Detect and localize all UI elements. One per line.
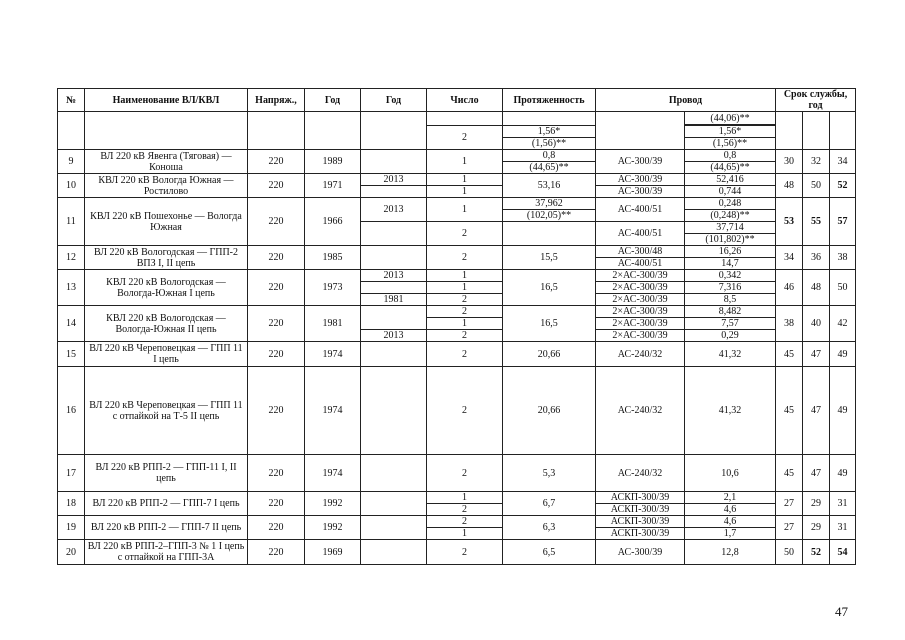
table-row: 12 ВЛ 220 кВ Вологодская — ГПП-2 ВПЗ I, II цепь 220 1985 2 15,5 АС-300/48 16,26 34 36 38 bbox=[58, 246, 856, 258]
col-length: Протяженность bbox=[503, 89, 596, 112]
table-row: 18 ВЛ 220 кВ РПП-2 — ГПП-7 I цепь 220 1992 1 6,7 АСКП-300/39 2,1 27 29 31 bbox=[58, 492, 856, 504]
table-row: 10 КВЛ 220 кВ Вологда Южная — Ростилово 220 1971 2013 1 53,16 АС-300/39 52,416 48 50 52 bbox=[58, 174, 856, 186]
table-row: 16 ВЛ 220 кВ Череповецкая — ГПП 11 с отпайкой на Т-5 II цепь 220 1974 2 20,66 АС-240/32 41,32 45 47 49 bbox=[58, 367, 856, 455]
table-row: 14 КВЛ 220 кВ Вологодская — Вологда-Южная II цепь 220 1981 2 16,5 2×АС-300/39 8,482 38 40 42 bbox=[58, 306, 856, 318]
col-year: Год bbox=[305, 89, 361, 112]
table-row: 17 ВЛ 220 кВ РПП-2 — ГПП-11 I, II цепь 220 1974 2 5,3 АС-240/32 10,6 45 47 49 bbox=[58, 455, 856, 492]
col-wire: Провод bbox=[596, 89, 776, 112]
table-row: 11 КВЛ 220 кВ Пошехонье — Вологда Южная 220 1966 2013 1 37,962 АС-400/51 0,248 53 55 57 bbox=[58, 198, 856, 210]
table-row: 9 ВЛ 220 кВ Явенга (Тяговая) — Коноша 220 1989 1 0,8 АС-300/39 0,8 30 32 34 bbox=[58, 150, 856, 162]
col-voltage: Напряж., bbox=[248, 89, 305, 112]
power-lines-table: № Наименование ВЛ/КВЛ Напряж., Год Год Число Протяженность Провод Срок службы, год (44,06)** 2 1,56* 1,56* (1,56)** (1,56)** 9 ВЛ 220 кВ Явенга (Тяговая) — Коноша 220 1989 1 0,8 АС-300/39 0,8 30 32 34 (44,65)** (44,65)** 10 КВЛ 220 кВ Вологда Южная — Ростилово 220 1971 2013 1 53,16 АС-300/39 52,416 48 50 52 1 АС-300/39 0,744 11 КВЛ 220 кВ Пошехонье — Вологда Южная 220 1966 2013 1 37,962 АС-400/51 0,248 53 55 57 (102,05)** (0,248)** 2 АС-400/51 37,714 (101,802)** 12 ВЛ 220 кВ Вологодская — ГПП-2 ВПЗ I, II цепь 220 1985 2 15,5 АС-300/48 16,26 34 36 38 АС-400/51 14,7 13 КВЛ 220 кВ Вологодская — Вологда-Южная I цепь 220 1973 2013 1 16,5 2×АС-300/39 0,342 46 48 50 1 2×АС-300/39 7,316 1981 2 2×АС-300/39 8,5 14 КВЛ 220 кВ Вологодская — Вологда-Южная II цепь 220 1981 2 16,5 2×АС-300/39 8,482 38 40 42 1 2×АС-300/39 7,57 2013 2 2×АС-300/39 0,29 15 ВЛ 220 кВ Череповецкая — ГПП 11 I цепь 220 1974 2 20,66 АС-240/32 41,32 45 47 49 16 ВЛ 220 кВ Череповецкая — ГПП 11 с отпайкой на Т-5 II цепь 220 1974 2 20,66 АС-240/32 41,32 45 47 49 17 ВЛ 220 кВ РПП-2 — ГПП-11 I, II цепь 220 1974 2 5,3 АС-240/32 10,6 45 47 49 18 ВЛ 220 кВ РПП-2 — ГПП-7 I цепь 220 1992 1 6,7 АСКП-300/39 2,1 27 29 31 2 АСКП-300/39 4,6 19 ВЛ 220 кВ РПП-2 — ГПП-7 II цепь 220 1992 2 6,3 АСКП-300/39 4,6 27 29 31 1 АСКП-300/39 1,7 20 ВЛ 220 кВ РПП-2–ГПП-3 № 1 I цепь с отпайкой на ГПП-3А 220 1969 2 6,5 АС-300/39 12,8 50 52 54 bbox=[57, 88, 856, 565]
page-number: 47 bbox=[835, 604, 848, 619]
header-row bbox=[58, 89, 856, 112]
table-row: 20 ВЛ 220 кВ РПП-2–ГПП-3 № 1 I цепь с отпайкой на ГПП-3А 220 1969 2 6,5 АС-300/39 12,8 50 52 54 bbox=[58, 540, 856, 565]
table-row: 13 КВЛ 220 кВ Вологодская — Вологда-Южная I цепь 220 1973 2013 1 16,5 2×АС-300/39 0,342 46 48 50 bbox=[58, 270, 856, 282]
col-service-life: Срок службы, год bbox=[776, 89, 856, 112]
table-row: (44,06)** bbox=[58, 112, 856, 125]
col-name: Наименование ВЛ/КВЛ bbox=[85, 89, 248, 112]
col-number: № bbox=[58, 89, 85, 112]
table-row: 15 ВЛ 220 кВ Череповецкая — ГПП 11 I цепь 220 1974 2 20,66 АС-240/32 41,32 45 47 49 bbox=[58, 342, 856, 367]
col-rebuild-year: Год bbox=[361, 89, 427, 112]
table-row: 19 ВЛ 220 кВ РПП-2 — ГПП-7 II цепь 220 1992 2 6,3 АСКП-300/39 4,6 27 29 31 bbox=[58, 516, 856, 528]
col-circuits: Число bbox=[427, 89, 503, 112]
